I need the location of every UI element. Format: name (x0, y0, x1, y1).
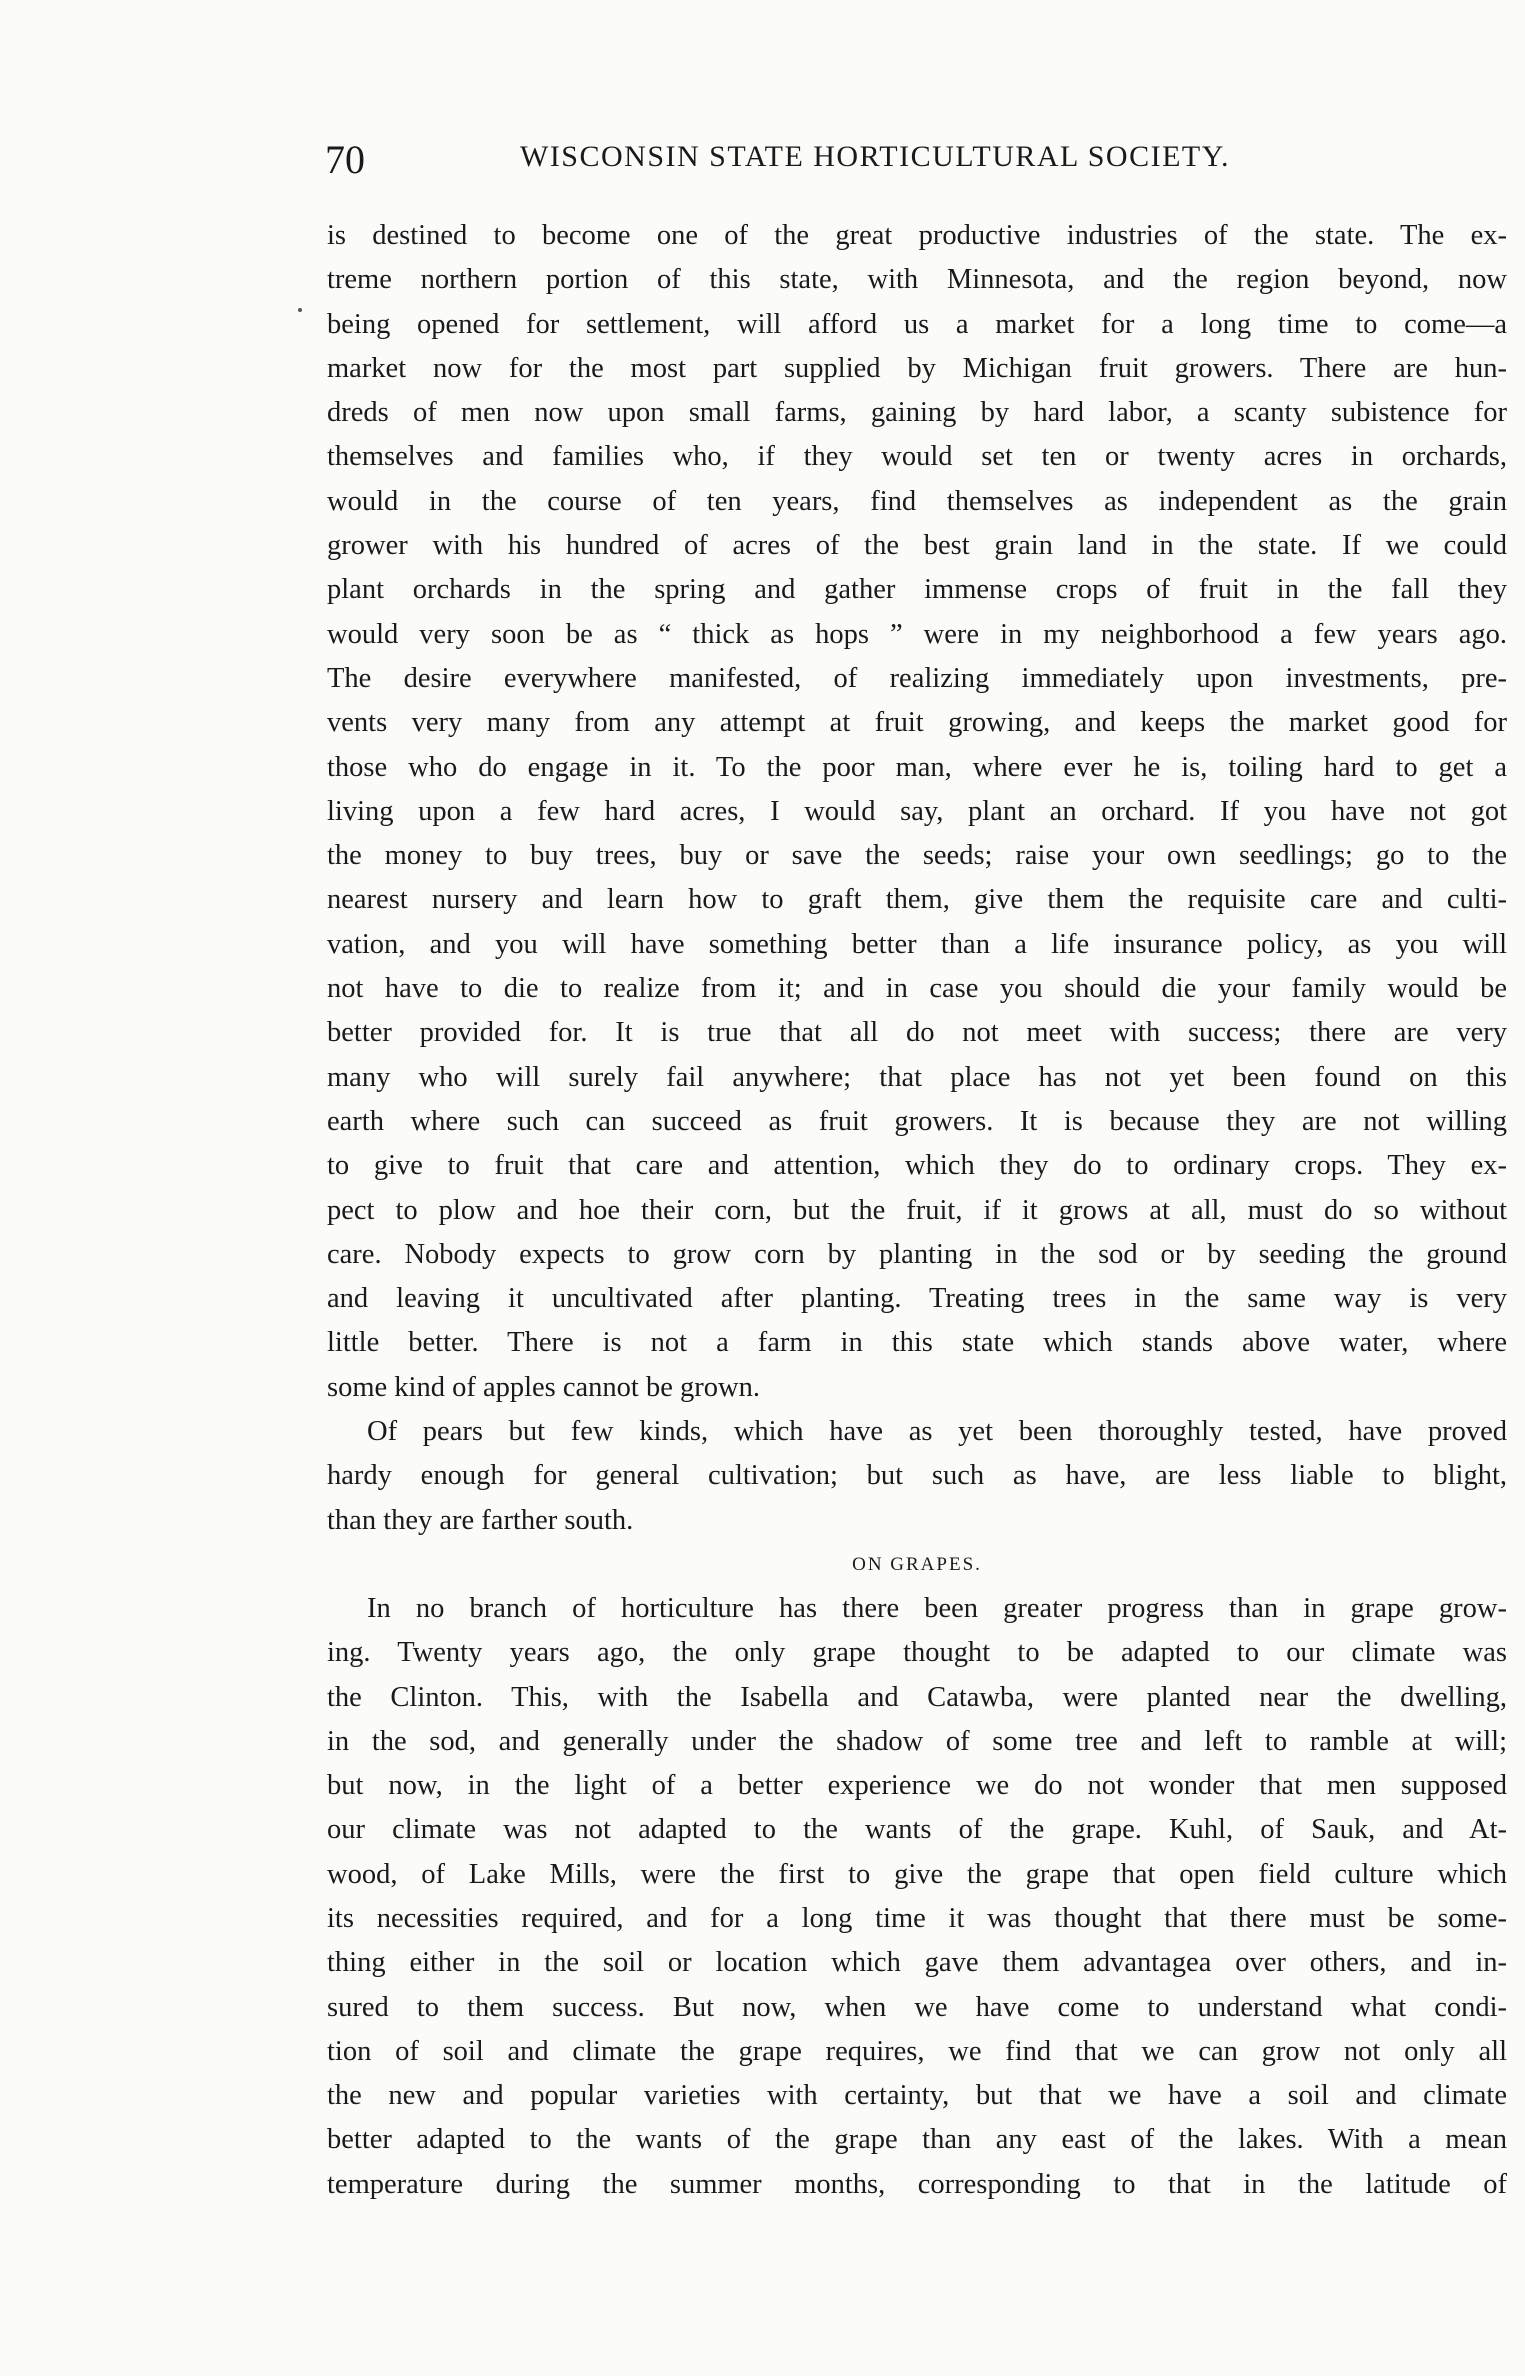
text-line: than they are farther south. (327, 1504, 634, 1536)
text-line: themselves and families who, if they would set ten or twenty acres in orchards, (327, 441, 1507, 473)
text-line: and leaving it uncultivated after planting. Treating trees in the same way is very (327, 1283, 1507, 1315)
text-line: The desire everywhere manifested, of realizing immediately upon investments, pre- (327, 662, 1507, 694)
margin-mark (298, 308, 302, 312)
running-title: WISCONSIN STATE HORTICULTURAL SOCIETY. (520, 140, 1231, 173)
text-line: the new and popular varieties with certainty, but that we have a soil and climate (327, 2080, 1507, 2112)
text-line: market now for the most part supplied by Michigan fruit growers. There are hun- (327, 352, 1507, 384)
text-line: dreds of men now upon small farms, gaining by hard labor, a scanty subistence for (327, 397, 1507, 429)
text-line: temperature during the summer months, corresponding to that in the latitude of (327, 2168, 1507, 2200)
text-line: treme northern portion of this state, with Minnesota, and the region beyond, now (327, 264, 1507, 296)
text-line: Of pears but few kinds, which have as yet been thoroughly tested, have proved (367, 1416, 1507, 1448)
text-line: our climate was not adapted to the wants of the grape. Kuhl, of Sauk, and At- (327, 1814, 1507, 1846)
section-heading: ON GRAPES. (852, 1553, 982, 1575)
text-line: tion of soil and climate the grape requires, we find that we can grow not only all (327, 2035, 1507, 2067)
text-line: care. Nobody expects to grow corn by planting in the sod or by seeding the ground (327, 1238, 1507, 1270)
text-line: wood, of Lake Mills, were the first to give the grape that open field culture which (327, 1858, 1507, 1890)
text-line: would very soon be as “ thick as hops ” were in my neighborhood a few years ago. (327, 618, 1507, 650)
body-text (327, 214, 1507, 2207)
text-line: is destined to become one of the great productive industries of the state. The ex- (327, 220, 1507, 251)
text-line: but now, in the light of a better experience we do not wonder that men supposed (327, 1770, 1507, 1802)
page-number: 70 (325, 137, 365, 182)
text-line: not have to die to realize from it; and in case you should die your family would be (327, 973, 1507, 1005)
text-line: those who do engage in it. To the poor man, where ever he is, toiling hard to get a (327, 751, 1507, 783)
text-line: nearest nursery and learn how to graft them, give them the requisite care and culti- (327, 884, 1507, 916)
text-line: earth where such can succeed as fruit growers. It is because they are not willing (327, 1105, 1507, 1137)
text-line: living upon a few hard acres, I would say, plant an orchard. If you have not got (327, 795, 1507, 827)
text-line: plant orchards in the spring and gather immense crops of fruit in the fall they (327, 574, 1507, 606)
text-line: some kind of apples cannot be grown. (327, 1371, 760, 1403)
text-line: vation, and you will have something better than a life insurance policy, as you will (327, 928, 1507, 960)
text-line: thing either in the soil or location which gave them advantagea over others, and in- (327, 1947, 1507, 1979)
text-line: its necessities required, and for a long time it was thought that there must be some- (327, 1902, 1507, 1934)
page-header (325, 136, 1325, 186)
text-line: would in the course of ten years, find themselves as independent as the grain (327, 485, 1507, 517)
text-line: In no branch of horticulture has there been greater progress than in grape grow- (367, 1592, 1507, 1624)
text-line: being opened for settlement, will afford us a market for a long time to come—a (327, 308, 1507, 340)
text-line: better provided for. It is true that all do not meet with success; there are very (327, 1017, 1507, 1049)
text-line: vents very many from any attempt at fruit growing, and keeps the market good for (327, 707, 1507, 739)
text-line: the Clinton. This, with the Isabella and Catawba, were planted near the dwelling, (327, 1681, 1507, 1713)
text-line: ing. Twenty years ago, the only grape thought to be adapted to our climate was (327, 1637, 1507, 1669)
text-line: better adapted to the wants of the grape than any east of the lakes. With a mean (327, 2124, 1507, 2156)
text-line: the money to buy trees, buy or save the seeds; raise your own seedlings; go to the (327, 840, 1507, 872)
text-line: in the sod, and generally under the shadow of some tree and left to ramble at will; (327, 1725, 1507, 1757)
text-line: little better. There is not a farm in this state which stands above water, where (327, 1327, 1507, 1359)
text-line: sured to them success. But now, when we have come to understand what condi- (327, 1991, 1507, 2023)
text-line: hardy enough for general cultivation; but such as have, are less liable to blight, (327, 1460, 1507, 1492)
text-line: many who will surely fail anywhere; that place has not yet been found on this (327, 1061, 1507, 1093)
text-line: grower with his hundred of acres of the best grain land in the state. If we could (327, 530, 1507, 562)
text-line: to give to fruit that care and attention, which they do to ordinary crops. They ex- (327, 1150, 1507, 1182)
text-line: pect to plow and hoe their corn, but the fruit, if it grows at all, must do so without (327, 1194, 1507, 1226)
